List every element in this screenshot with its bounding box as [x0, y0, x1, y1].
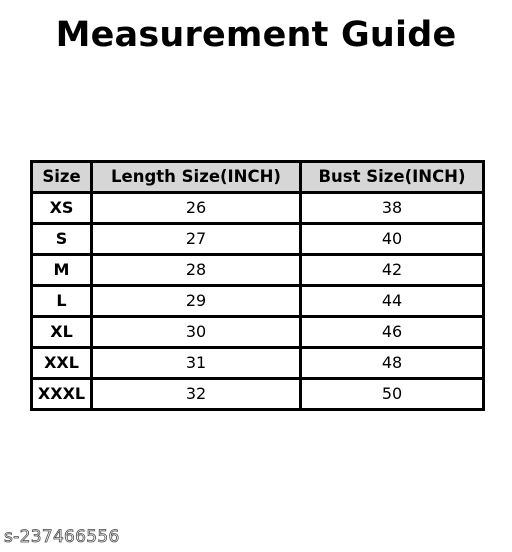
length-cell: 28 [92, 255, 301, 286]
bust-cell: 42 [301, 255, 484, 286]
length-cell: 31 [92, 348, 301, 379]
bust-cell: 44 [301, 286, 484, 317]
bust-cell: 48 [301, 348, 484, 379]
bust-cell: 38 [301, 193, 484, 224]
length-cell: 32 [92, 379, 301, 410]
table-row [32, 193, 484, 224]
size-cell: L [32, 286, 92, 317]
header-bust-size: Bust Size(INCH) [301, 162, 484, 193]
header-size: Size [32, 162, 92, 193]
length-cell: 29 [92, 286, 301, 317]
size-cell: XXL [32, 348, 92, 379]
bust-cell: 46 [301, 317, 484, 348]
header-length-size: Length Size(INCH) [92, 162, 301, 193]
size-cell: XL [32, 317, 92, 348]
table-row [32, 255, 484, 286]
size-cell: XXXL [32, 379, 92, 410]
page-title: Measurement Guide [55, 15, 457, 55]
table-row [32, 317, 484, 348]
size-cell: S [32, 224, 92, 255]
length-cell: 30 [92, 317, 301, 348]
watermark-text: s-237466556 [4, 527, 120, 547]
bust-cell: 40 [301, 224, 484, 255]
length-cell: 26 [92, 193, 301, 224]
table-row [32, 224, 484, 255]
table-row [32, 379, 484, 410]
size-cell: XS [32, 193, 92, 224]
table-row [32, 286, 484, 317]
bust-cell: 50 [301, 379, 484, 410]
table-row [32, 348, 484, 379]
length-cell: 27 [92, 224, 301, 255]
size-cell: M [32, 255, 92, 286]
measurement-table [30, 160, 485, 411]
table-header-row [32, 162, 484, 193]
